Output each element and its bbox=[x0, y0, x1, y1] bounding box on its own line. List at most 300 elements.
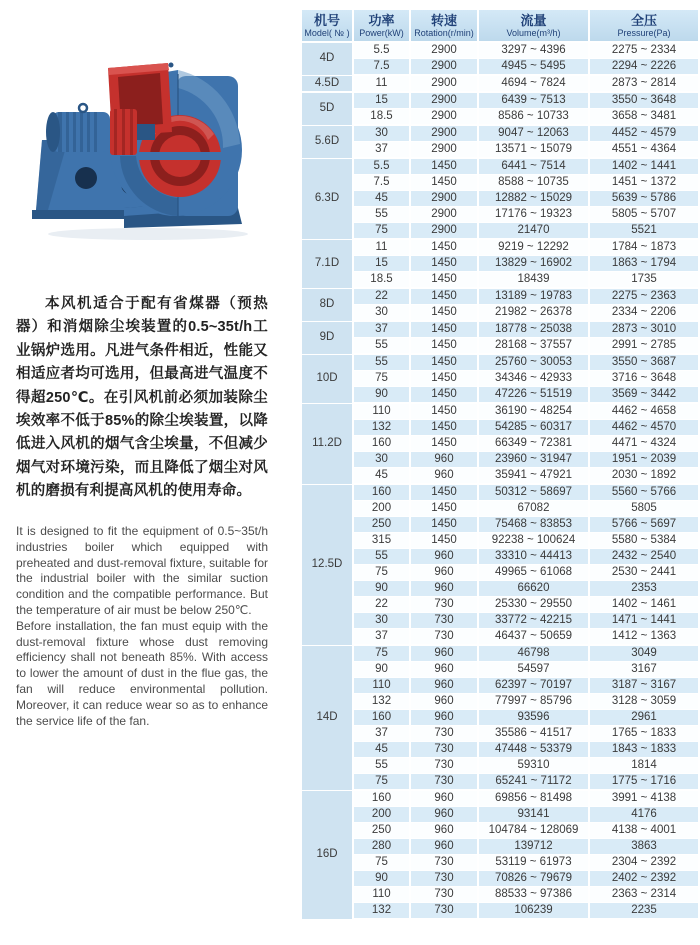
volume-cell: 33310 ~ 44413 bbox=[478, 549, 589, 565]
description-en-paragraph-1: It is designed to fit the equipment of 0.5~35t/h industries boiler which equipped with preheated and dust-removal fixture, suitable for the industrial boiler with the similar suction condition and the compatible performance. But the temperature of air must be below 250℃. bbox=[16, 524, 268, 617]
rotation-cell: 1450 bbox=[410, 501, 478, 517]
volume-cell: 9047 ~ 12063 bbox=[478, 125, 589, 142]
pressure-cell: 2275 ~ 2363 bbox=[589, 288, 698, 305]
pressure-cell: 2363 ~ 2314 bbox=[589, 887, 698, 903]
spec-table-body bbox=[302, 42, 698, 919]
pressure-cell: 1814 bbox=[589, 758, 698, 774]
rotation-cell: 2900 bbox=[410, 42, 478, 59]
volume-cell: 139712 bbox=[478, 839, 589, 855]
power-cell: 45 bbox=[353, 742, 410, 758]
model-cell: 4D bbox=[302, 42, 353, 75]
volume-cell: 93141 bbox=[478, 807, 589, 823]
spec-row bbox=[302, 239, 698, 256]
power-cell: 75 bbox=[353, 855, 410, 871]
power-cell: 160 bbox=[353, 790, 410, 807]
pressure-cell: 2304 ~ 2392 bbox=[589, 855, 698, 871]
pressure-cell: 1471 ~ 1441 bbox=[589, 613, 698, 629]
spec-row bbox=[302, 517, 698, 533]
power-cell: 160 bbox=[353, 484, 410, 501]
power-cell: 22 bbox=[353, 288, 410, 305]
spec-row bbox=[302, 678, 698, 694]
rotation-cell: 2900 bbox=[410, 142, 478, 159]
description-en-paragraph-2: Before installation, the fan must equip with the dust-removal fixture whose dust removing efficiency shall not beneath 85%. With access to lower the amount of dust in the flue gas, the fan will reduce environmental pollution. Moreover, it can reduce wear so as to enhance the service life of the fan. bbox=[16, 618, 268, 728]
power-cell: 37 bbox=[353, 726, 410, 742]
power-cell: 55 bbox=[353, 207, 410, 223]
spec-row bbox=[302, 790, 698, 807]
rotation-cell: 2900 bbox=[410, 223, 478, 240]
volume-cell: 36190 ~ 48254 bbox=[478, 403, 589, 420]
header-power: 功率 Power(kW) bbox=[353, 10, 410, 42]
volume-cell: 25330 ~ 29550 bbox=[478, 597, 589, 613]
spec-row bbox=[302, 629, 698, 646]
header-volume: 流量 Volume(m³/h) bbox=[478, 10, 589, 42]
volume-cell: 18439 bbox=[478, 272, 589, 289]
rotation-cell: 1450 bbox=[410, 158, 478, 175]
pressure-cell: 5560 ~ 5766 bbox=[589, 484, 698, 501]
pressure-cell: 2961 bbox=[589, 710, 698, 726]
spec-row bbox=[302, 272, 698, 289]
power-cell: 55 bbox=[353, 549, 410, 565]
rotation-cell: 1450 bbox=[410, 256, 478, 272]
power-cell: 75 bbox=[353, 371, 410, 387]
volume-cell: 70826 ~ 79679 bbox=[478, 871, 589, 887]
pressure-cell: 2334 ~ 2206 bbox=[589, 305, 698, 322]
pedestal-hole bbox=[75, 167, 97, 189]
volume-cell: 28168 ~ 37557 bbox=[478, 338, 589, 355]
pressure-cell: 4138 ~ 4001 bbox=[589, 823, 698, 839]
spec-row bbox=[302, 501, 698, 517]
pressure-cell: 3187 ~ 3167 bbox=[589, 678, 698, 694]
fan-shadow bbox=[48, 228, 248, 240]
rotation-cell: 730 bbox=[410, 871, 478, 887]
pressure-cell: 4551 ~ 4364 bbox=[589, 142, 698, 159]
pressure-cell: 2402 ~ 2392 bbox=[589, 871, 698, 887]
volume-cell: 21982 ~ 26378 bbox=[478, 305, 589, 322]
pressure-cell: 1843 ~ 1833 bbox=[589, 742, 698, 758]
spec-row bbox=[302, 645, 698, 662]
rotation-cell: 2900 bbox=[410, 75, 478, 92]
rotation-cell: 1450 bbox=[410, 436, 478, 452]
volume-cell: 93596 bbox=[478, 710, 589, 726]
header-pressure: 全压 Pressure(Pa) bbox=[589, 10, 698, 42]
power-cell: 250 bbox=[353, 823, 410, 839]
pressure-cell: 5521 bbox=[589, 223, 698, 240]
power-cell: 250 bbox=[353, 517, 410, 533]
bearing-block bbox=[137, 124, 155, 140]
spec-row bbox=[302, 565, 698, 581]
pressure-cell: 1775 ~ 1716 bbox=[589, 774, 698, 791]
rotation-cell: 730 bbox=[410, 758, 478, 774]
power-cell: 75 bbox=[353, 774, 410, 791]
model-cell: 6.3D bbox=[302, 158, 353, 239]
power-cell: 30 bbox=[353, 613, 410, 629]
spec-row bbox=[302, 613, 698, 629]
volume-cell: 106239 bbox=[478, 903, 589, 920]
spec-row bbox=[302, 288, 698, 305]
volume-cell: 66620 bbox=[478, 581, 589, 597]
power-cell: 37 bbox=[353, 629, 410, 646]
spec-row bbox=[302, 109, 698, 126]
volume-cell: 49965 ~ 61068 bbox=[478, 565, 589, 581]
pressure-cell: 3128 ~ 3059 bbox=[589, 694, 698, 710]
centrifugal-fan-illustration bbox=[28, 48, 268, 248]
power-cell: 7.5 bbox=[353, 59, 410, 76]
power-cell: 55 bbox=[353, 758, 410, 774]
rotation-cell: 730 bbox=[410, 887, 478, 903]
pressure-cell: 5805 bbox=[589, 501, 698, 517]
rotation-cell: 960 bbox=[410, 839, 478, 855]
description-en bbox=[16, 524, 268, 729]
spec-table-header-row bbox=[302, 10, 698, 42]
power-cell: 37 bbox=[353, 321, 410, 338]
volume-cell: 65241 ~ 71172 bbox=[478, 774, 589, 791]
rotation-cell: 1450 bbox=[410, 517, 478, 533]
pressure-cell: 3863 bbox=[589, 839, 698, 855]
volume-cell: 4694 ~ 7824 bbox=[478, 75, 589, 92]
pressure-cell: 1735 bbox=[589, 272, 698, 289]
spec-row bbox=[302, 256, 698, 272]
rotation-cell: 2900 bbox=[410, 109, 478, 126]
spec-row bbox=[302, 710, 698, 726]
spec-row bbox=[302, 533, 698, 549]
spec-row bbox=[302, 338, 698, 355]
model-cell: 14D bbox=[302, 645, 353, 790]
rotation-cell: 730 bbox=[410, 903, 478, 920]
spec-row bbox=[302, 142, 698, 159]
spec-row bbox=[302, 207, 698, 223]
spec-row bbox=[302, 887, 698, 903]
power-cell: 37 bbox=[353, 142, 410, 159]
volume-cell: 6439 ~ 7513 bbox=[478, 92, 589, 109]
volume-cell: 4945 ~ 5495 bbox=[478, 59, 589, 76]
rotation-cell: 960 bbox=[410, 645, 478, 662]
volume-cell: 6441 ~ 7514 bbox=[478, 158, 589, 175]
spec-row bbox=[302, 42, 698, 59]
rotation-cell: 1450 bbox=[410, 288, 478, 305]
power-cell: 132 bbox=[353, 903, 410, 920]
pressure-cell: 4452 ~ 4579 bbox=[589, 125, 698, 142]
outlet-eyebolt bbox=[169, 63, 174, 68]
spec-row bbox=[302, 305, 698, 322]
volume-cell: 53119 ~ 61973 bbox=[478, 855, 589, 871]
rotation-cell: 960 bbox=[410, 452, 478, 468]
rotation-cell: 960 bbox=[410, 678, 478, 694]
power-cell: 90 bbox=[353, 871, 410, 887]
volume-cell: 77997 ~ 85796 bbox=[478, 694, 589, 710]
volume-cell: 75468 ~ 83853 bbox=[478, 517, 589, 533]
volume-cell: 46437 ~ 50659 bbox=[478, 629, 589, 646]
pressure-cell: 4462 ~ 4658 bbox=[589, 403, 698, 420]
pressure-cell: 1765 ~ 1833 bbox=[589, 726, 698, 742]
pressure-cell: 1863 ~ 1794 bbox=[589, 256, 698, 272]
rotation-cell: 730 bbox=[410, 774, 478, 791]
volume-cell: 50312 ~ 58697 bbox=[478, 484, 589, 501]
power-cell: 110 bbox=[353, 403, 410, 420]
rotation-cell: 2900 bbox=[410, 191, 478, 207]
volume-cell: 23960 ~ 31947 bbox=[478, 452, 589, 468]
pressure-cell: 3991 ~ 4138 bbox=[589, 790, 698, 807]
rotation-cell: 1450 bbox=[410, 321, 478, 338]
power-cell: 75 bbox=[353, 645, 410, 662]
power-cell: 18.5 bbox=[353, 109, 410, 126]
volume-cell: 54597 bbox=[478, 662, 589, 678]
power-cell: 160 bbox=[353, 710, 410, 726]
power-cell: 110 bbox=[353, 887, 410, 903]
power-cell: 45 bbox=[353, 191, 410, 207]
volume-cell: 35586 ~ 41517 bbox=[478, 726, 589, 742]
power-cell: 30 bbox=[353, 305, 410, 322]
power-cell: 200 bbox=[353, 501, 410, 517]
pressure-cell: 2530 ~ 2441 bbox=[589, 565, 698, 581]
rotation-cell: 730 bbox=[410, 742, 478, 758]
model-cell: 10D bbox=[302, 354, 353, 403]
spec-row bbox=[302, 175, 698, 191]
rotation-cell: 1450 bbox=[410, 533, 478, 549]
pressure-cell: 1951 ~ 2039 bbox=[589, 452, 698, 468]
inlet-support-bar bbox=[138, 152, 222, 160]
power-cell: 110 bbox=[353, 678, 410, 694]
power-cell: 30 bbox=[353, 452, 410, 468]
spec-row bbox=[302, 839, 698, 855]
volume-cell: 12882 ~ 15029 bbox=[478, 191, 589, 207]
rotation-cell: 960 bbox=[410, 694, 478, 710]
pressure-cell: 4471 ~ 4324 bbox=[589, 436, 698, 452]
volume-cell: 46798 bbox=[478, 645, 589, 662]
volume-cell: 88533 ~ 97386 bbox=[478, 887, 589, 903]
volume-cell: 13189 ~ 19783 bbox=[478, 288, 589, 305]
spec-row bbox=[302, 321, 698, 338]
volume-cell: 33772 ~ 42215 bbox=[478, 613, 589, 629]
spec-row bbox=[302, 452, 698, 468]
rotation-cell: 730 bbox=[410, 597, 478, 613]
spec-row bbox=[302, 436, 698, 452]
spec-row bbox=[302, 354, 698, 371]
rotation-cell: 1450 bbox=[410, 239, 478, 256]
spec-row bbox=[302, 597, 698, 613]
power-cell: 132 bbox=[353, 694, 410, 710]
power-cell: 200 bbox=[353, 807, 410, 823]
volume-cell: 47448 ~ 53379 bbox=[478, 742, 589, 758]
rotation-cell: 2900 bbox=[410, 92, 478, 109]
spec-row bbox=[302, 807, 698, 823]
description-zh: 本风机适合于配有省煤器（预热器）和消烟除尘埃装置的0.5~35t/h工业锅炉选用。凡进气条件相近，性能又相适应者均可选用，但最高进气温度不得超250℃。在引风机前必须加装除尘埃效率不低于85%的除尘埃装置，以降低进入风机的烟气含尘埃量，不但减少烟气对环境污染，而且降低了烟尘对风机的磨损有利提高风机的使用寿命。 bbox=[16, 296, 268, 500]
rotation-cell: 960 bbox=[410, 710, 478, 726]
spec-row bbox=[302, 191, 698, 207]
fan-photo bbox=[28, 48, 268, 248]
pressure-cell: 2235 bbox=[589, 903, 698, 920]
volume-cell: 92238 ~ 100624 bbox=[478, 533, 589, 549]
power-cell: 22 bbox=[353, 597, 410, 613]
rotation-cell: 1450 bbox=[410, 338, 478, 355]
pressure-cell: 5805 ~ 5707 bbox=[589, 207, 698, 223]
header-model: 机号 Model( № ) bbox=[302, 10, 353, 42]
model-cell: 8D bbox=[302, 288, 353, 321]
rotation-cell: 2900 bbox=[410, 207, 478, 223]
rotation-cell: 960 bbox=[410, 790, 478, 807]
rotation-cell: 960 bbox=[410, 662, 478, 678]
volume-cell: 13571 ~ 15079 bbox=[478, 142, 589, 159]
volume-cell: 34346 ~ 42933 bbox=[478, 371, 589, 387]
power-cell: 75 bbox=[353, 223, 410, 240]
rotation-cell: 730 bbox=[410, 726, 478, 742]
rotation-cell: 730 bbox=[410, 629, 478, 646]
rotation-cell: 960 bbox=[410, 807, 478, 823]
pressure-cell: 5639 ~ 5786 bbox=[589, 191, 698, 207]
volume-cell: 8588 ~ 10735 bbox=[478, 175, 589, 191]
model-cell: 16D bbox=[302, 790, 353, 919]
pressure-cell: 5580 ~ 5384 bbox=[589, 533, 698, 549]
power-cell: 5.5 bbox=[353, 42, 410, 59]
pressure-cell: 2353 bbox=[589, 581, 698, 597]
pressure-cell: 1451 ~ 1372 bbox=[589, 175, 698, 191]
rotation-cell: 960 bbox=[410, 823, 478, 839]
volume-cell: 47226 ~ 51519 bbox=[478, 387, 589, 404]
power-cell: 18.5 bbox=[353, 272, 410, 289]
volume-cell: 69856 ~ 81498 bbox=[478, 790, 589, 807]
spec-row bbox=[302, 125, 698, 142]
rotation-cell: 1450 bbox=[410, 387, 478, 404]
power-cell: 11 bbox=[353, 75, 410, 92]
rotation-cell: 1450 bbox=[410, 484, 478, 501]
pressure-cell: 4462 ~ 4570 bbox=[589, 420, 698, 436]
spec-row bbox=[302, 223, 698, 240]
volume-cell: 3297 ~ 4396 bbox=[478, 42, 589, 59]
pressure-cell: 2030 ~ 1892 bbox=[589, 468, 698, 485]
pressure-cell: 3658 ~ 3481 bbox=[589, 109, 698, 126]
pressure-cell: 2873 ~ 2814 bbox=[589, 75, 698, 92]
volume-cell: 59310 bbox=[478, 758, 589, 774]
spec-row bbox=[302, 662, 698, 678]
pressure-cell: 3716 ~ 3648 bbox=[589, 371, 698, 387]
pressure-cell: 1412 ~ 1363 bbox=[589, 629, 698, 646]
pressure-cell: 3550 ~ 3648 bbox=[589, 92, 698, 109]
pressure-cell: 2873 ~ 3010 bbox=[589, 321, 698, 338]
model-cell: 4.5D bbox=[302, 75, 353, 92]
power-cell: 45 bbox=[353, 468, 410, 485]
volume-cell: 25760 ~ 30053 bbox=[478, 354, 589, 371]
rotation-cell: 1450 bbox=[410, 272, 478, 289]
pressure-cell: 3550 ~ 3687 bbox=[589, 354, 698, 371]
spec-row bbox=[302, 92, 698, 109]
volume-cell: 66349 ~ 72381 bbox=[478, 436, 589, 452]
power-cell: 280 bbox=[353, 839, 410, 855]
power-cell: 15 bbox=[353, 256, 410, 272]
pressure-cell: 5766 ~ 5697 bbox=[589, 517, 698, 533]
spec-row bbox=[302, 59, 698, 76]
pressure-cell: 3569 ~ 3442 bbox=[589, 387, 698, 404]
rotation-cell: 1450 bbox=[410, 305, 478, 322]
pressure-cell: 1402 ~ 1441 bbox=[589, 158, 698, 175]
power-cell: 90 bbox=[353, 387, 410, 404]
spec-row bbox=[302, 75, 698, 92]
spec-table bbox=[302, 10, 698, 920]
power-cell: 90 bbox=[353, 581, 410, 597]
rotation-cell: 2900 bbox=[410, 125, 478, 142]
pressure-cell: 1402 ~ 1461 bbox=[589, 597, 698, 613]
model-cell: 7.1D bbox=[302, 239, 353, 288]
model-cell: 5.6D bbox=[302, 125, 353, 158]
volume-cell: 13829 ~ 16902 bbox=[478, 256, 589, 272]
pressure-cell: 2294 ~ 2226 bbox=[589, 59, 698, 76]
spec-row bbox=[302, 726, 698, 742]
volume-cell: 35941 ~ 47921 bbox=[478, 468, 589, 485]
power-cell: 5.5 bbox=[353, 158, 410, 175]
spec-row bbox=[302, 903, 698, 920]
power-cell: 75 bbox=[353, 565, 410, 581]
volume-cell: 104784 ~ 128069 bbox=[478, 823, 589, 839]
spec-row bbox=[302, 387, 698, 404]
rotation-cell: 960 bbox=[410, 468, 478, 485]
spec-row bbox=[302, 581, 698, 597]
power-cell: 15 bbox=[353, 92, 410, 109]
volume-cell: 67082 bbox=[478, 501, 589, 517]
spec-row bbox=[302, 758, 698, 774]
volume-cell: 9219 ~ 12292 bbox=[478, 239, 589, 256]
power-cell: 160 bbox=[353, 436, 410, 452]
model-cell: 9D bbox=[302, 321, 353, 354]
rotation-cell: 960 bbox=[410, 581, 478, 597]
pressure-cell: 2275 ~ 2334 bbox=[589, 42, 698, 59]
spec-row bbox=[302, 371, 698, 387]
power-cell: 11 bbox=[353, 239, 410, 256]
power-cell: 55 bbox=[353, 354, 410, 371]
power-cell: 7.5 bbox=[353, 175, 410, 191]
model-cell: 5D bbox=[302, 92, 353, 125]
rotation-cell: 1450 bbox=[410, 371, 478, 387]
rotation-cell: 730 bbox=[410, 855, 478, 871]
spec-row bbox=[302, 871, 698, 887]
power-cell: 132 bbox=[353, 420, 410, 436]
motor-eyebolt bbox=[79, 104, 87, 112]
power-cell: 315 bbox=[353, 533, 410, 549]
spec-row bbox=[302, 158, 698, 175]
pressure-cell: 4176 bbox=[589, 807, 698, 823]
volume-cell: 54285 ~ 60317 bbox=[478, 420, 589, 436]
power-cell: 90 bbox=[353, 662, 410, 678]
spec-row bbox=[302, 823, 698, 839]
header-rotation: 转速 Rotation(r/min) bbox=[410, 10, 478, 42]
pressure-cell: 3167 bbox=[589, 662, 698, 678]
rotation-cell: 960 bbox=[410, 565, 478, 581]
rotation-cell: 730 bbox=[410, 613, 478, 629]
volume-cell: 21470 bbox=[478, 223, 589, 240]
pressure-cell: 1784 ~ 1873 bbox=[589, 239, 698, 256]
pressure-cell: 2432 ~ 2540 bbox=[589, 549, 698, 565]
rotation-cell: 1450 bbox=[410, 403, 478, 420]
spec-row bbox=[302, 468, 698, 485]
spec-row bbox=[302, 694, 698, 710]
volume-cell: 18778 ~ 25038 bbox=[478, 321, 589, 338]
rotation-cell: 1450 bbox=[410, 175, 478, 191]
spec-row bbox=[302, 549, 698, 565]
spec-row bbox=[302, 855, 698, 871]
volume-cell: 8586 ~ 10733 bbox=[478, 109, 589, 126]
volume-cell: 17176 ~ 19323 bbox=[478, 207, 589, 223]
pressure-cell: 2991 ~ 2785 bbox=[589, 338, 698, 355]
rotation-cell: 960 bbox=[410, 549, 478, 565]
model-cell: 12.5D bbox=[302, 484, 353, 645]
rotation-cell: 1450 bbox=[410, 420, 478, 436]
power-cell: 55 bbox=[353, 338, 410, 355]
rotation-cell: 1450 bbox=[410, 354, 478, 371]
volume-cell: 62397 ~ 70197 bbox=[478, 678, 589, 694]
rotation-cell: 2900 bbox=[410, 59, 478, 76]
spec-row bbox=[302, 484, 698, 501]
spec-row bbox=[302, 403, 698, 420]
pressure-cell: 3049 bbox=[589, 645, 698, 662]
spec-row bbox=[302, 420, 698, 436]
power-cell: 30 bbox=[353, 125, 410, 142]
